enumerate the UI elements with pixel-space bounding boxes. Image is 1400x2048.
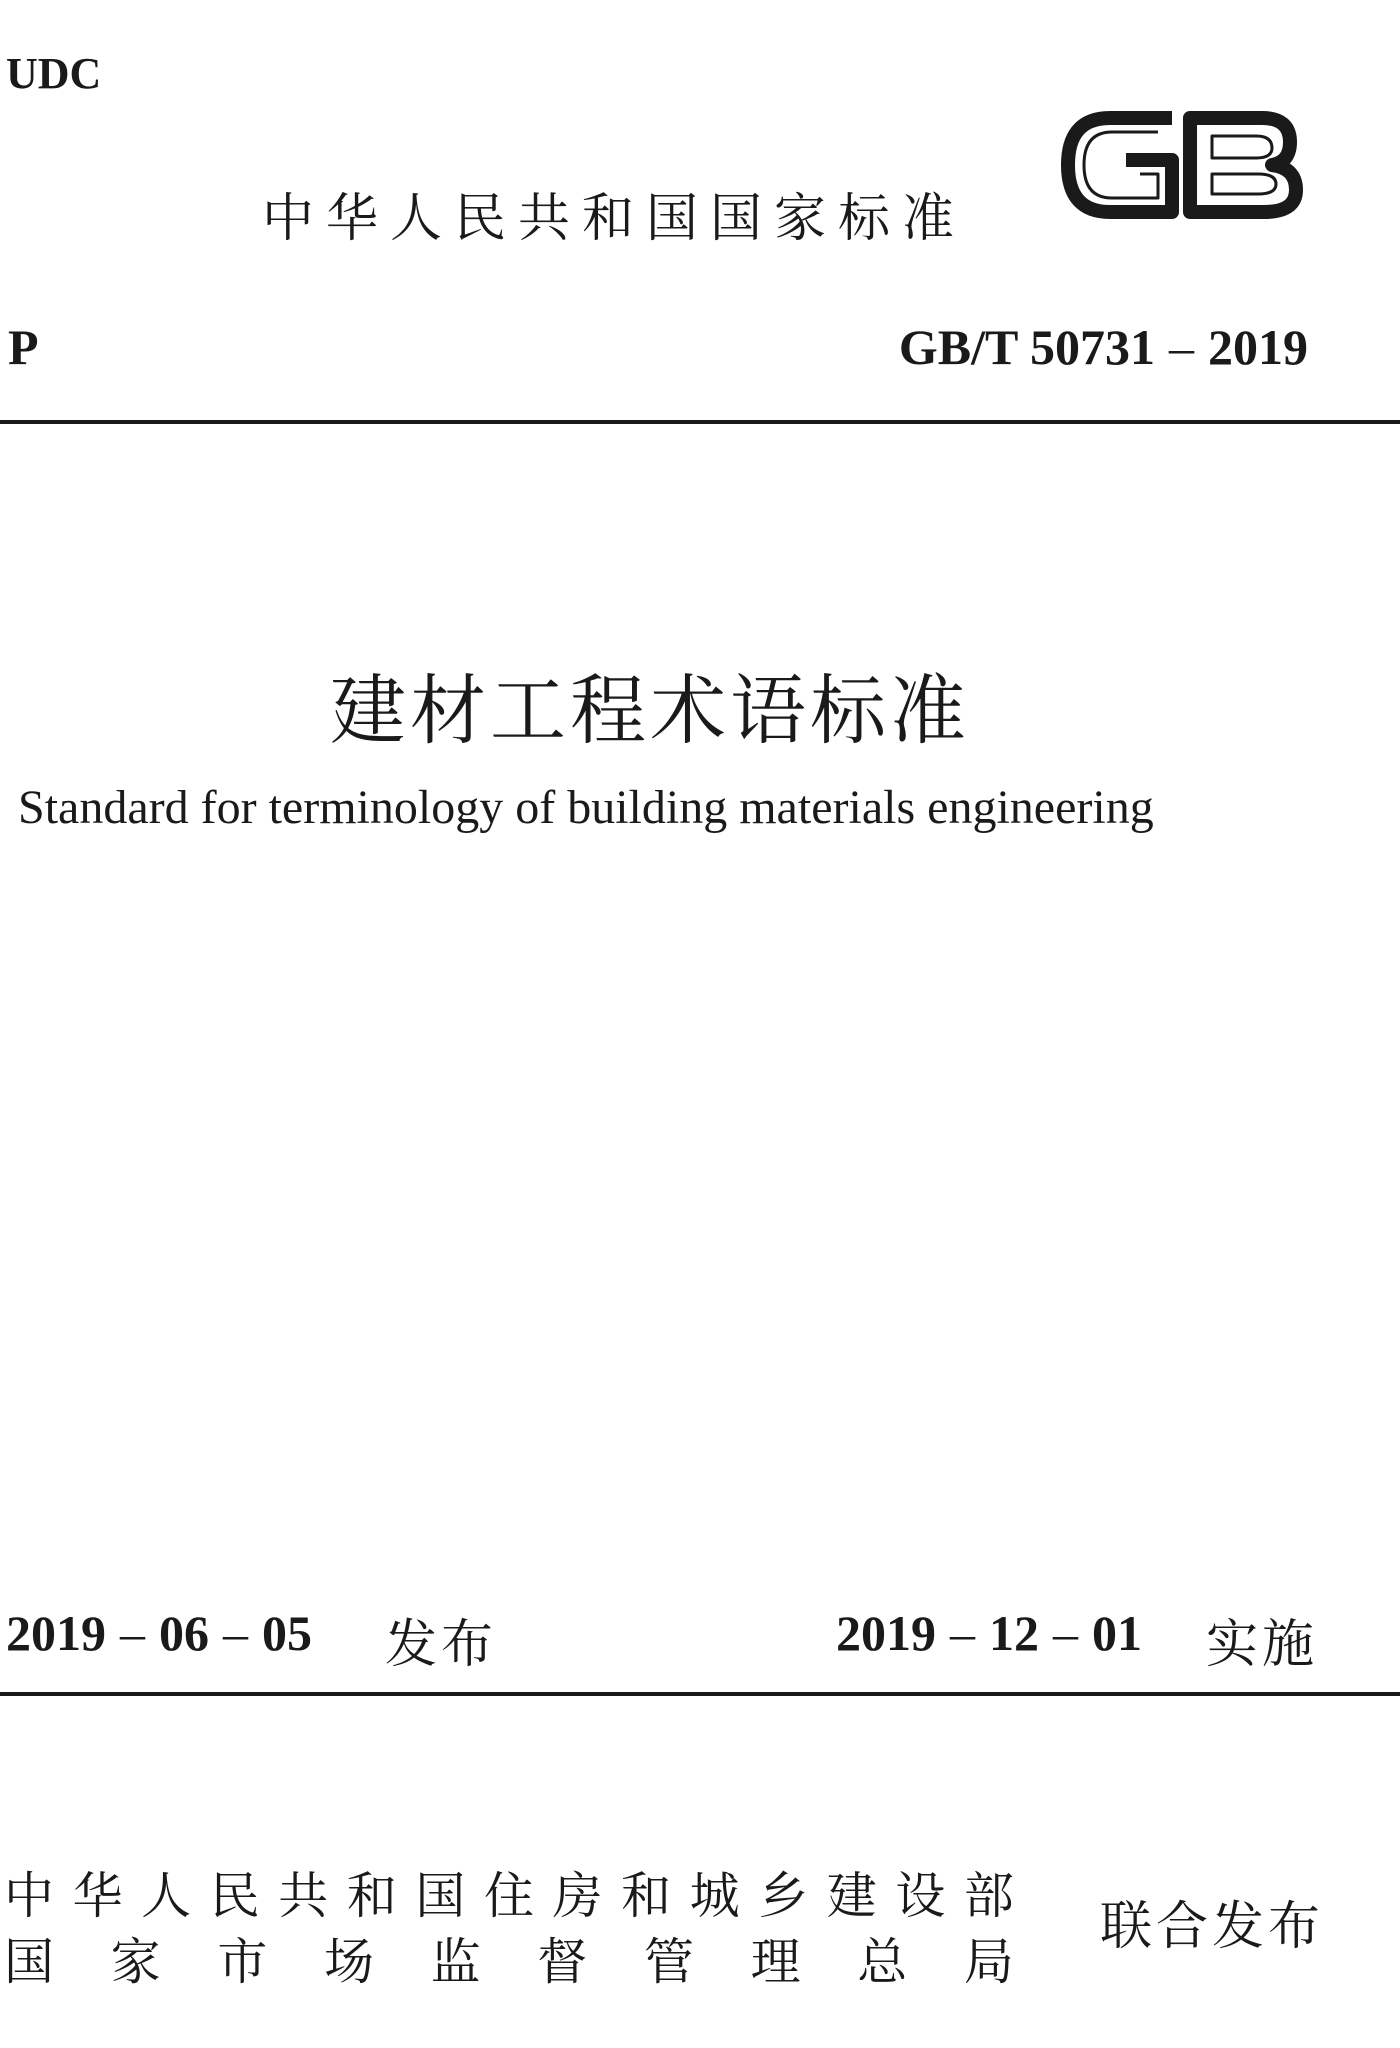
issuer-char: 建 [826,1867,877,1925]
effective-day: 01 [1092,1605,1142,1661]
issuer-char: 监 [430,1933,481,1991]
issuer-char: 和 [621,1867,672,1925]
issuer-char: 督 [537,1933,588,1991]
issuer-administration [4,1922,1014,1994]
gb-logo [1050,96,1312,234]
date-dash: – [1053,1605,1078,1661]
release-label: 发布 [385,1615,498,1675]
title-english: Standard for terminology of building materials engineering [18,781,1154,834]
standard-dash: – [1169,319,1194,375]
release-month: 06 [159,1605,209,1661]
issuer-char: 城 [689,1867,740,1925]
effective-label: 实施 [1206,1615,1319,1675]
issuer-char: 中 [4,1867,54,1925]
title-chinese: 建材工程术语标准 [330,666,970,755]
effective-month: 12 [989,1605,1039,1661]
issuer-char: 市 [217,1933,268,1991]
issuer-char: 华 [72,1867,123,1925]
issuer-ministry [4,1856,1014,1928]
issuer-char: 局 [963,1933,1014,1991]
gb-logo-graphic [1050,96,1312,234]
category-code: P [8,319,39,375]
issuer-char: 部 [963,1867,1014,1925]
bottom-divider [0,1692,1400,1696]
issuer-char: 家 [110,1933,161,1991]
standard-code: GB/T 50731 [898,319,1155,375]
joint-release-label: 联合发布 [1100,1897,1325,1957]
issuer-char: 和 [346,1867,397,1925]
date-dash: – [950,1605,975,1661]
issuer-char: 住 [483,1867,534,1925]
date-dash: – [223,1605,248,1661]
issuer-char: 国 [415,1867,466,1925]
effective-year: 2019 [836,1605,936,1661]
issuer-char: 总 [857,1933,908,1991]
issuer-char: 设 [895,1867,946,1925]
standard-number [899,318,1308,376]
standard-year: 2019 [1208,319,1308,375]
issuer-char: 国 [4,1933,54,1991]
release-day: 05 [262,1605,312,1661]
top-divider [0,420,1400,424]
issuer-char: 房 [552,1867,603,1925]
issuer-char: 民 [209,1867,260,1925]
national-standard-heading: 中华人民共和国国家标准 [262,189,967,249]
effective-date [836,1604,1142,1662]
issuer-char: 共 [278,1867,329,1925]
issuer-char: 人 [141,1867,192,1925]
udc-label: UDC [6,49,102,98]
issuer-char: 乡 [758,1867,809,1925]
issuer-char: 理 [750,1933,801,1991]
release-date [6,1604,312,1662]
issuer-char: 管 [643,1933,694,1991]
release-year: 2019 [6,1605,106,1661]
issuer-char: 场 [323,1933,374,1991]
date-dash: – [120,1605,145,1661]
